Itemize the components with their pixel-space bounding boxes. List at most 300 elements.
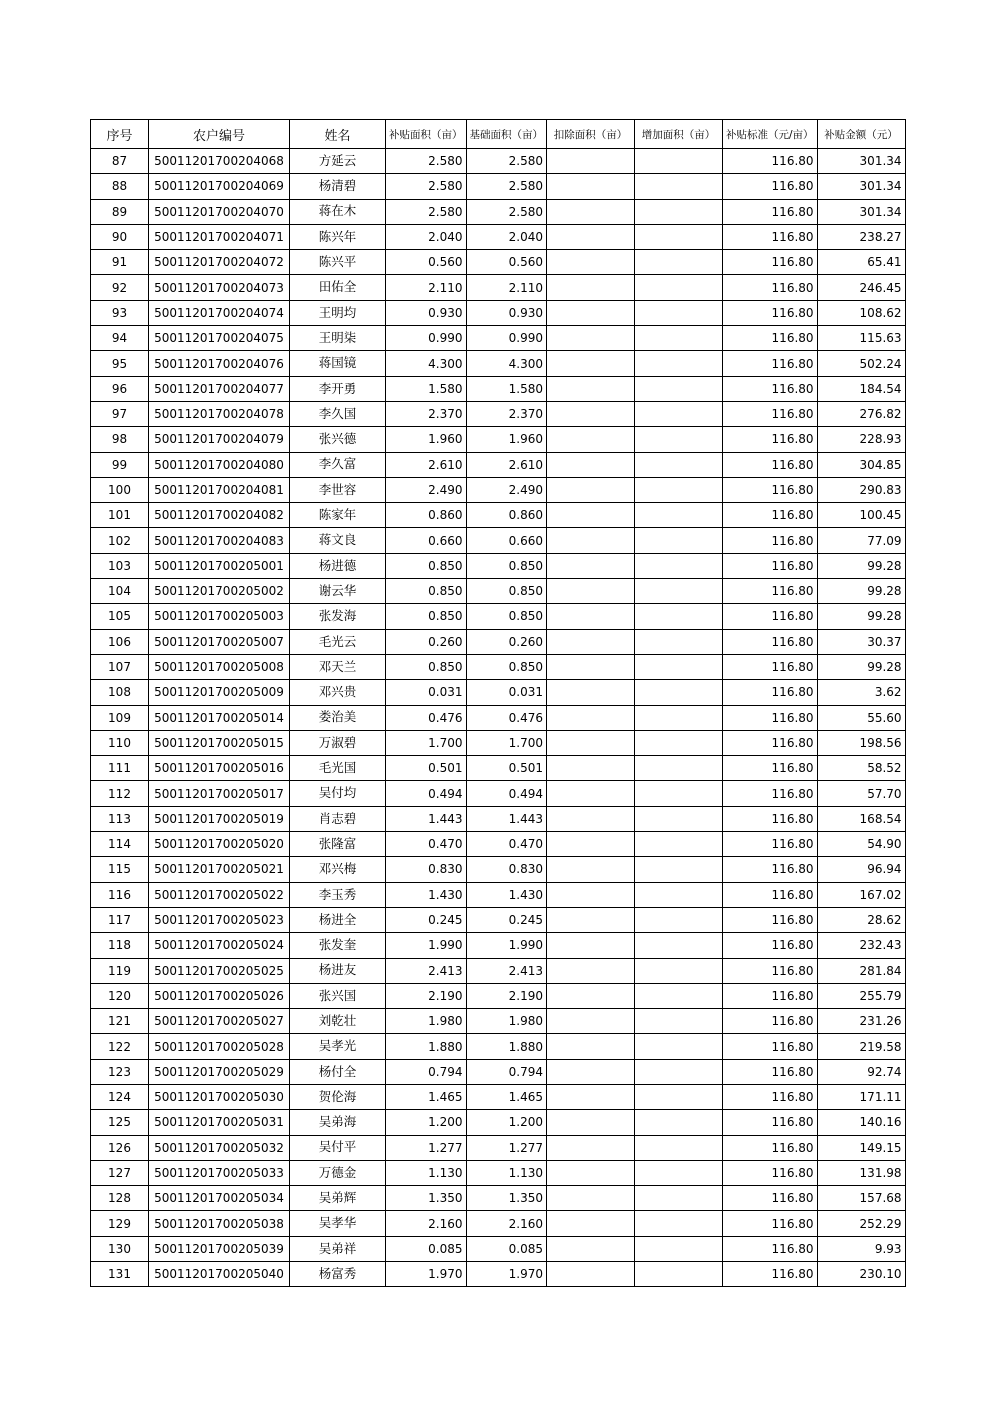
index-cell: 105 — [91, 604, 149, 629]
subsidy-area-cell: 0.860 — [386, 503, 467, 528]
subsidy-amount-cell: 230.10 — [817, 1262, 905, 1287]
name-cell: 张兴国 — [290, 983, 386, 1008]
subsidy-area-cell: 2.160 — [386, 1211, 467, 1236]
index-cell: 114 — [91, 832, 149, 857]
subsidy-amount-cell: 9.93 — [817, 1236, 905, 1261]
farmer-id-cell: 50011201700205026 — [149, 983, 290, 1008]
name-cell: 张隆富 — [290, 832, 386, 857]
deducted-area-cell — [547, 958, 635, 983]
subsidy-rate-cell: 116.80 — [723, 503, 818, 528]
subsidy-area-cell: 1.277 — [386, 1135, 467, 1160]
subsidy-rate-cell: 116.80 — [723, 857, 818, 882]
table-row — [91, 1186, 906, 1211]
index-cell: 94 — [91, 326, 149, 351]
subsidy-area-cell: 1.700 — [386, 730, 467, 755]
deducted-area-cell — [547, 1186, 635, 1211]
deducted-area-cell — [547, 199, 635, 224]
index-cell: 127 — [91, 1160, 149, 1185]
subsidy-amount-cell: 131.98 — [817, 1160, 905, 1185]
base-area-cell: 1.580 — [466, 376, 547, 401]
subsidy-area-cell: 2.190 — [386, 983, 467, 1008]
name-cell: 蒋国镜 — [290, 351, 386, 376]
subsidy-rate-cell: 116.80 — [723, 351, 818, 376]
table-row — [91, 174, 906, 199]
deducted-area-cell — [547, 528, 635, 553]
subsidy-amount-cell: 99.28 — [817, 654, 905, 679]
subsidy-amount-cell: 149.15 — [817, 1135, 905, 1160]
table-row — [91, 1211, 906, 1236]
name-cell: 方延云 — [290, 149, 386, 174]
added-area-cell — [635, 1186, 723, 1211]
subsidy-rate-cell: 116.80 — [723, 832, 818, 857]
subsidy-amount-cell: 301.34 — [817, 149, 905, 174]
farmer-id-cell: 50011201700205001 — [149, 553, 290, 578]
added-area-cell — [635, 983, 723, 1008]
table-row — [91, 781, 906, 806]
subsidy-area-cell: 1.350 — [386, 1186, 467, 1211]
added-area-cell — [635, 579, 723, 604]
deducted-area-cell — [547, 376, 635, 401]
subsidy-area-cell: 0.476 — [386, 705, 467, 730]
deducted-area-cell — [547, 477, 635, 502]
deducted-area-cell — [547, 275, 635, 300]
subsidy-area-cell: 2.580 — [386, 149, 467, 174]
farmer-id-cell: 50011201700204072 — [149, 250, 290, 275]
subsidy-area-cell: 1.443 — [386, 806, 467, 831]
subsidy-amount-cell: 28.62 — [817, 907, 905, 932]
subsidy-rate-cell: 116.80 — [723, 882, 818, 907]
subsidy-amount-cell: 232.43 — [817, 933, 905, 958]
name-cell: 张发海 — [290, 604, 386, 629]
header-cell: 序号 — [91, 120, 149, 149]
deducted-area-cell — [547, 1211, 635, 1236]
table-row — [91, 832, 906, 857]
subsidy-amount-cell: 228.93 — [817, 427, 905, 452]
subsidy-amount-cell: 58.52 — [817, 756, 905, 781]
farmer-id-cell: 50011201700205030 — [149, 1084, 290, 1109]
added-area-cell — [635, 705, 723, 730]
deducted-area-cell — [547, 579, 635, 604]
farmer-id-cell: 50011201700204068 — [149, 149, 290, 174]
farmer-id-cell: 50011201700204074 — [149, 300, 290, 325]
table-row — [91, 983, 906, 1008]
added-area-cell — [635, 1262, 723, 1287]
header-cell: 姓名 — [290, 120, 386, 149]
subsidy-amount-cell: 99.28 — [817, 604, 905, 629]
farmer-id-cell: 50011201700204078 — [149, 401, 290, 426]
name-cell: 邓兴贵 — [290, 680, 386, 705]
farmer-id-cell: 50011201700205034 — [149, 1186, 290, 1211]
name-cell: 毛光国 — [290, 756, 386, 781]
index-cell: 121 — [91, 1009, 149, 1034]
subsidy-area-cell: 0.501 — [386, 756, 467, 781]
subsidy-rate-cell: 116.80 — [723, 326, 818, 351]
subsidy-area-cell: 0.470 — [386, 832, 467, 857]
deducted-area-cell — [547, 1084, 635, 1109]
farmer-id-cell: 50011201700205014 — [149, 705, 290, 730]
name-cell: 杨进全 — [290, 907, 386, 932]
added-area-cell — [635, 326, 723, 351]
table-row — [91, 907, 906, 932]
subsidy-rate-cell: 116.80 — [723, 401, 818, 426]
table-row — [91, 326, 906, 351]
base-area-cell: 1.980 — [466, 1009, 547, 1034]
name-cell: 李久国 — [290, 401, 386, 426]
added-area-cell — [635, 250, 723, 275]
base-area-cell: 2.190 — [466, 983, 547, 1008]
base-area-cell: 1.277 — [466, 1135, 547, 1160]
deducted-area-cell — [547, 1160, 635, 1185]
deducted-area-cell — [547, 553, 635, 578]
subsidy-rate-cell: 116.80 — [723, 654, 818, 679]
subsidy-rate-cell: 116.80 — [723, 528, 818, 553]
added-area-cell — [635, 477, 723, 502]
farmer-id-cell: 50011201700205008 — [149, 654, 290, 679]
base-area-cell: 0.850 — [466, 654, 547, 679]
name-cell: 陈兴平 — [290, 250, 386, 275]
farmer-id-cell: 50011201700204069 — [149, 174, 290, 199]
index-cell: 112 — [91, 781, 149, 806]
base-area-cell: 4.300 — [466, 351, 547, 376]
base-area-cell: 2.040 — [466, 224, 547, 249]
subsidy-amount-cell: 115.63 — [817, 326, 905, 351]
base-area-cell: 1.200 — [466, 1110, 547, 1135]
index-cell: 98 — [91, 427, 149, 452]
table-row — [91, 579, 906, 604]
subsidy-amount-cell: 96.94 — [817, 857, 905, 882]
table-body — [91, 149, 906, 1287]
name-cell: 蒋文良 — [290, 528, 386, 553]
base-area-cell: 1.880 — [466, 1034, 547, 1059]
added-area-cell — [635, 806, 723, 831]
index-cell: 117 — [91, 907, 149, 932]
name-cell: 李开勇 — [290, 376, 386, 401]
deducted-area-cell — [547, 680, 635, 705]
subsidy-rate-cell: 116.80 — [723, 1084, 818, 1109]
index-cell: 87 — [91, 149, 149, 174]
subsidy-area-cell: 2.413 — [386, 958, 467, 983]
deducted-area-cell — [547, 604, 635, 629]
index-cell: 92 — [91, 275, 149, 300]
table-row — [91, 224, 906, 249]
deducted-area-cell — [547, 1009, 635, 1034]
table-row — [91, 1034, 906, 1059]
deducted-area-cell — [547, 1110, 635, 1135]
table-row — [91, 452, 906, 477]
index-cell: 120 — [91, 983, 149, 1008]
deducted-area-cell — [547, 882, 635, 907]
table-row — [91, 705, 906, 730]
base-area-cell: 0.990 — [466, 326, 547, 351]
subsidy-amount-cell: 255.79 — [817, 983, 905, 1008]
added-area-cell — [635, 1135, 723, 1160]
base-area-cell: 0.794 — [466, 1059, 547, 1084]
farmer-id-cell: 50011201700205025 — [149, 958, 290, 983]
subsidy-area-cell: 0.794 — [386, 1059, 467, 1084]
subsidy-table — [90, 119, 906, 1287]
index-cell: 116 — [91, 882, 149, 907]
subsidy-amount-cell: 55.60 — [817, 705, 905, 730]
deducted-area-cell — [547, 756, 635, 781]
subsidy-amount-cell: 167.02 — [817, 882, 905, 907]
name-cell: 吴弟辉 — [290, 1186, 386, 1211]
name-cell: 陈家年 — [290, 503, 386, 528]
header-cell: 补贴金额（元） — [817, 120, 905, 149]
table-row — [91, 958, 906, 983]
index-cell: 110 — [91, 730, 149, 755]
added-area-cell — [635, 427, 723, 452]
table-row — [91, 1009, 906, 1034]
index-cell: 102 — [91, 528, 149, 553]
deducted-area-cell — [547, 857, 635, 882]
index-cell: 90 — [91, 224, 149, 249]
base-area-cell: 0.470 — [466, 832, 547, 857]
table-row — [91, 250, 906, 275]
farmer-id-cell: 50011201700205016 — [149, 756, 290, 781]
added-area-cell — [635, 857, 723, 882]
deducted-area-cell — [547, 224, 635, 249]
name-cell: 杨清碧 — [290, 174, 386, 199]
table-row — [91, 149, 906, 174]
deducted-area-cell — [547, 983, 635, 1008]
index-cell: 111 — [91, 756, 149, 781]
name-cell: 谢云华 — [290, 579, 386, 604]
farmer-id-cell: 50011201700205028 — [149, 1034, 290, 1059]
subsidy-area-cell: 1.980 — [386, 1009, 467, 1034]
subsidy-rate-cell: 116.80 — [723, 1236, 818, 1261]
header-cell: 补贴标准（元/亩） — [723, 120, 818, 149]
subsidy-area-cell: 1.430 — [386, 882, 467, 907]
table-row — [91, 857, 906, 882]
base-area-cell: 0.860 — [466, 503, 547, 528]
index-cell: 113 — [91, 806, 149, 831]
index-cell: 126 — [91, 1135, 149, 1160]
header-cell: 农户编号 — [149, 120, 290, 149]
subsidy-rate-cell: 116.80 — [723, 553, 818, 578]
subsidy-amount-cell: 290.83 — [817, 477, 905, 502]
subsidy-amount-cell: 252.29 — [817, 1211, 905, 1236]
base-area-cell: 1.465 — [466, 1084, 547, 1109]
base-area-cell: 1.990 — [466, 933, 547, 958]
index-cell: 103 — [91, 553, 149, 578]
deducted-area-cell — [547, 730, 635, 755]
subsidy-amount-cell: 171.11 — [817, 1084, 905, 1109]
base-area-cell: 2.160 — [466, 1211, 547, 1236]
farmer-id-cell: 50011201700205029 — [149, 1059, 290, 1084]
table-row — [91, 882, 906, 907]
deducted-area-cell — [547, 401, 635, 426]
table-row — [91, 300, 906, 325]
index-cell: 122 — [91, 1034, 149, 1059]
farmer-id-cell: 50011201700205017 — [149, 781, 290, 806]
subsidy-rate-cell: 116.80 — [723, 376, 818, 401]
base-area-cell: 0.085 — [466, 1236, 547, 1261]
name-cell: 吴付平 — [290, 1135, 386, 1160]
added-area-cell — [635, 401, 723, 426]
deducted-area-cell — [547, 1135, 635, 1160]
table-row — [91, 806, 906, 831]
name-cell: 万德金 — [290, 1160, 386, 1185]
subsidy-rate-cell: 116.80 — [723, 907, 818, 932]
table-row — [91, 654, 906, 679]
name-cell: 娄治美 — [290, 705, 386, 730]
index-cell: 128 — [91, 1186, 149, 1211]
subsidy-amount-cell: 140.16 — [817, 1110, 905, 1135]
added-area-cell — [635, 452, 723, 477]
subsidy-rate-cell: 116.80 — [723, 983, 818, 1008]
farmer-id-cell: 50011201700205002 — [149, 579, 290, 604]
subsidy-amount-cell: 281.84 — [817, 958, 905, 983]
subsidy-amount-cell: 100.45 — [817, 503, 905, 528]
deducted-area-cell — [547, 503, 635, 528]
table-row — [91, 528, 906, 553]
subsidy-rate-cell: 116.80 — [723, 756, 818, 781]
added-area-cell — [635, 1110, 723, 1135]
added-area-cell — [635, 1034, 723, 1059]
base-area-cell: 2.610 — [466, 452, 547, 477]
header-cell: 基础面积（亩） — [466, 120, 547, 149]
base-area-cell: 0.830 — [466, 857, 547, 882]
subsidy-rate-cell: 116.80 — [723, 1160, 818, 1185]
subsidy-rate-cell: 116.80 — [723, 452, 818, 477]
subsidy-amount-cell: 168.54 — [817, 806, 905, 831]
subsidy-rate-cell: 116.80 — [723, 806, 818, 831]
farmer-id-cell: 50011201700205039 — [149, 1236, 290, 1261]
subsidy-rate-cell: 116.80 — [723, 1009, 818, 1034]
subsidy-rate-cell: 116.80 — [723, 730, 818, 755]
farmer-id-cell: 50011201700204083 — [149, 528, 290, 553]
deducted-area-cell — [547, 174, 635, 199]
added-area-cell — [635, 376, 723, 401]
base-area-cell: 1.960 — [466, 427, 547, 452]
farmer-id-cell: 50011201700204081 — [149, 477, 290, 502]
deducted-area-cell — [547, 351, 635, 376]
subsidy-amount-cell: 219.58 — [817, 1034, 905, 1059]
deducted-area-cell — [547, 1262, 635, 1287]
deducted-area-cell — [547, 452, 635, 477]
subsidy-amount-cell: 54.90 — [817, 832, 905, 857]
added-area-cell — [635, 629, 723, 654]
subsidy-rate-cell: 116.80 — [723, 680, 818, 705]
farmer-id-cell: 50011201700205027 — [149, 1009, 290, 1034]
index-cell: 115 — [91, 857, 149, 882]
subsidy-area-cell: 1.960 — [386, 427, 467, 452]
base-area-cell: 0.245 — [466, 907, 547, 932]
farmer-id-cell: 50011201700204075 — [149, 326, 290, 351]
table-row — [91, 604, 906, 629]
subsidy-amount-cell: 301.34 — [817, 174, 905, 199]
table-row — [91, 730, 906, 755]
deducted-area-cell — [547, 832, 635, 857]
subsidy-area-cell: 0.850 — [386, 553, 467, 578]
index-cell: 100 — [91, 477, 149, 502]
farmer-id-cell: 50011201700204071 — [149, 224, 290, 249]
farmer-id-cell: 50011201700205023 — [149, 907, 290, 932]
subsidy-rate-cell: 116.80 — [723, 604, 818, 629]
deducted-area-cell — [547, 250, 635, 275]
subsidy-amount-cell: 65.41 — [817, 250, 905, 275]
subsidy-area-cell: 0.990 — [386, 326, 467, 351]
added-area-cell — [635, 503, 723, 528]
subsidy-area-cell: 0.085 — [386, 1236, 467, 1261]
added-area-cell — [635, 553, 723, 578]
farmer-id-cell: 50011201700205038 — [149, 1211, 290, 1236]
added-area-cell — [635, 1009, 723, 1034]
index-cell: 123 — [91, 1059, 149, 1084]
table-row — [91, 401, 906, 426]
farmer-id-cell: 50011201700205009 — [149, 680, 290, 705]
farmer-id-cell: 50011201700204082 — [149, 503, 290, 528]
added-area-cell — [635, 832, 723, 857]
table-row — [91, 1110, 906, 1135]
base-area-cell: 1.130 — [466, 1160, 547, 1185]
farmer-id-cell: 50011201700205032 — [149, 1135, 290, 1160]
added-area-cell — [635, 756, 723, 781]
table-row — [91, 933, 906, 958]
subsidy-area-cell: 1.990 — [386, 933, 467, 958]
subsidy-amount-cell: 198.56 — [817, 730, 905, 755]
subsidy-area-cell: 1.130 — [386, 1160, 467, 1185]
added-area-cell — [635, 199, 723, 224]
index-cell: 96 — [91, 376, 149, 401]
farmer-id-cell: 50011201700205031 — [149, 1110, 290, 1135]
name-cell: 田佑全 — [290, 275, 386, 300]
farmer-id-cell: 50011201700205022 — [149, 882, 290, 907]
subsidy-area-cell: 0.494 — [386, 781, 467, 806]
subsidy-rate-cell: 116.80 — [723, 1059, 818, 1084]
index-cell: 107 — [91, 654, 149, 679]
subsidy-area-cell: 2.610 — [386, 452, 467, 477]
index-cell: 89 — [91, 199, 149, 224]
added-area-cell — [635, 1059, 723, 1084]
name-cell: 王明均 — [290, 300, 386, 325]
base-area-cell: 1.443 — [466, 806, 547, 831]
deducted-area-cell — [547, 806, 635, 831]
name-cell: 杨进德 — [290, 553, 386, 578]
name-cell: 杨付全 — [290, 1059, 386, 1084]
header-cell: 增加面积（亩） — [635, 120, 723, 149]
subsidy-amount-cell: 99.28 — [817, 579, 905, 604]
subsidy-rate-cell: 116.80 — [723, 705, 818, 730]
name-cell: 李玉秀 — [290, 882, 386, 907]
name-cell: 李久富 — [290, 452, 386, 477]
subsidy-amount-cell: 3.62 — [817, 680, 905, 705]
subsidy-area-cell: 2.110 — [386, 275, 467, 300]
deducted-area-cell — [547, 1034, 635, 1059]
subsidy-area-cell: 1.200 — [386, 1110, 467, 1135]
table-row — [91, 680, 906, 705]
name-cell: 李世容 — [290, 477, 386, 502]
added-area-cell — [635, 1211, 723, 1236]
farmer-id-cell: 50011201700205033 — [149, 1160, 290, 1185]
name-cell: 贺伦海 — [290, 1084, 386, 1109]
base-area-cell: 0.031 — [466, 680, 547, 705]
farmer-id-cell: 50011201700204080 — [149, 452, 290, 477]
deducted-area-cell — [547, 907, 635, 932]
table-row — [91, 629, 906, 654]
subsidy-rate-cell: 116.80 — [723, 1262, 818, 1287]
subsidy-area-cell: 2.370 — [386, 401, 467, 426]
added-area-cell — [635, 300, 723, 325]
added-area-cell — [635, 958, 723, 983]
base-area-cell: 1.700 — [466, 730, 547, 755]
name-cell: 吴弟祥 — [290, 1236, 386, 1261]
added-area-cell — [635, 351, 723, 376]
subsidy-area-cell: 0.245 — [386, 907, 467, 932]
index-cell: 106 — [91, 629, 149, 654]
subsidy-rate-cell: 116.80 — [723, 477, 818, 502]
subsidy-amount-cell: 238.27 — [817, 224, 905, 249]
